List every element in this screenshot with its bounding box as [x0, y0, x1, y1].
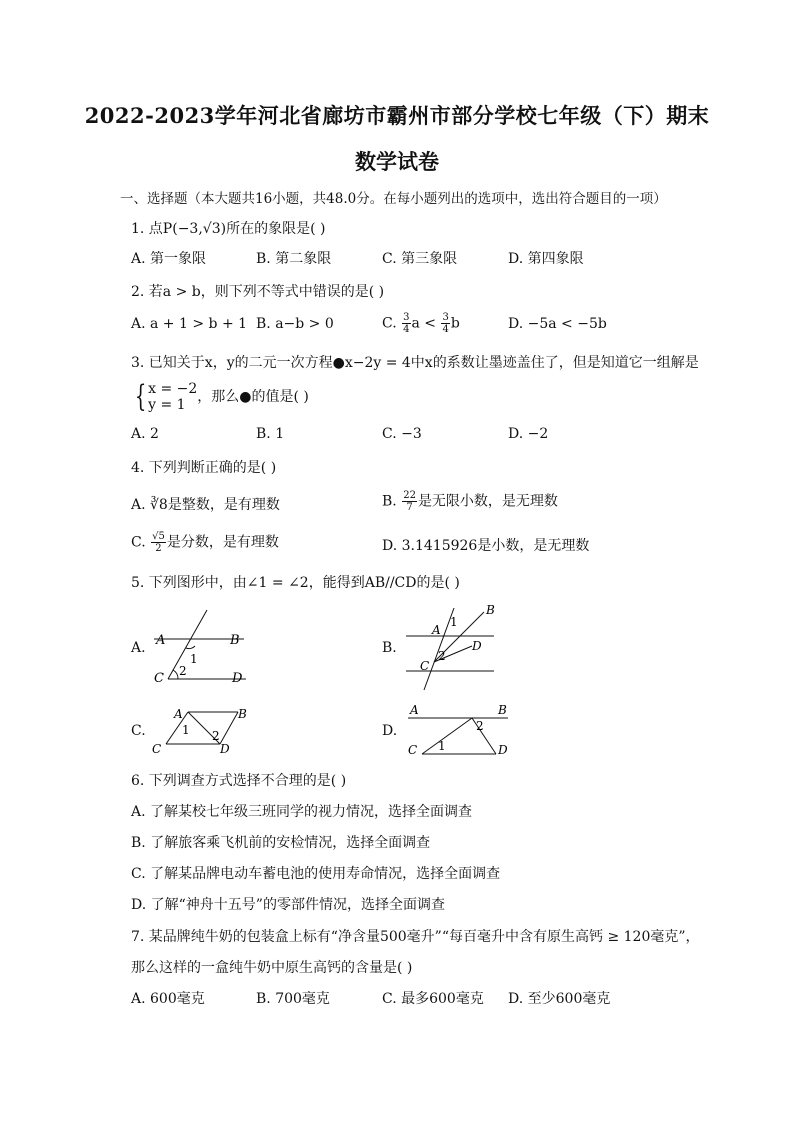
svg-text:1: 1 [438, 739, 446, 753]
q1-stem: 1. 点P(−3,√3)所在的象限是( ) [131, 221, 326, 237]
q7-stem-line2: 那么这样的一盒纯牛奶中原生高钙的含量是( ) [131, 960, 413, 976]
section-heading: 一、选择题（本大题共16小题，共48.0分。在每小题列出的选项中，选出符合题目的一项） [120, 191, 667, 207]
equation-system: x = −2 y = 1 [148, 381, 198, 413]
svg-text:D: D [232, 671, 243, 686]
q1-option-a: A. 第一象限 [131, 251, 207, 267]
q4-option-c: C. $\frac{√5}{2}$ 是分数，是有理数 [131, 531, 279, 554]
q4-stem: 4. 下列判断正确的是( ) [131, 460, 277, 476]
q1-option-c: C. 第三象限 [382, 251, 458, 267]
q3-stem-line2: { x = −2 y = 1 ，那么●的值是( ) [134, 379, 309, 414]
q7-option-c: C. 最多600毫克 [382, 991, 484, 1007]
q1-option-d: D. 第四象限 [508, 251, 584, 267]
q2-option-d: D. −5a < −5b [508, 316, 607, 332]
fraction: $\frac{22}{7}$ [403, 490, 416, 513]
fraction: $\frac{3}{4}$ [403, 312, 410, 335]
svg-text:2: 2 [438, 649, 446, 663]
fraction: $\frac{3}{4}$ [442, 312, 449, 335]
q6-option-a: A. 了解某校七年级三班同学的视力情况，选择全面调查 [131, 804, 473, 820]
q6-option-c: C. 了解某品牌电动车蓄电池的使用寿命情况，选择全面调查 [131, 866, 501, 882]
svg-text:A: A [410, 703, 419, 717]
svg-text:C: C [154, 671, 164, 686]
q2-option-b: B. a−b > 0 [256, 316, 334, 332]
svg-text:A: A [432, 623, 441, 637]
svg-text:2: 2 [476, 719, 484, 733]
q3-option-c: C. −3 [382, 426, 422, 442]
q3-stem-line1: 3. 已知关于x，y的二元一次方程●x−2y = 4中x的系数让墨迹盖住了，但是知道它一组解是 [131, 355, 699, 371]
exam-subtitle: 数学试卷 [355, 149, 439, 174]
svg-text:2: 2 [212, 729, 220, 743]
q7-option-b: B. 700毫克 [256, 991, 330, 1007]
svg-text:C: C [408, 743, 418, 757]
svg-text:1: 1 [190, 652, 198, 666]
q6-stem: 6. 下列调查方式选择不合理的是( ) [131, 773, 347, 789]
q7-stem-line1: 7. 某品牌纯牛奶的包装盒上标有“净含量500毫升”“每百毫升中含有原生高钙 ≥ 120毫克”， [131, 929, 700, 945]
q5-figure-b [402, 600, 502, 692]
q4-option-a: A. ∛8是整数，是有理数 [131, 497, 280, 513]
exam-title: 2022-2023学年河北省廊坊市霸州市部分学校七年级（下）期末 [84, 103, 710, 128]
svg-text:B: B [486, 603, 495, 617]
q5-figure-a [150, 608, 260, 688]
q4-option-b: B. $\frac{22}{7}$ 是无限小数，是无理数 [382, 490, 558, 513]
svg-text:A: A [174, 707, 183, 721]
q2-option-c: C. $\frac{3}{4}$ a < $\frac{3}{4}$ b [382, 312, 460, 335]
svg-text:A: A [156, 633, 166, 648]
svg-text:2: 2 [179, 664, 187, 678]
q6-option-b: B. 了解旅客乘飞机前的安检情况，选择全面调查 [131, 835, 431, 851]
q5-option-a: A. [131, 640, 146, 656]
q7-option-d: D. 至少600毫克 [508, 991, 611, 1007]
svg-text:B: B [498, 703, 507, 717]
q7-option-a: A. 600毫克 [131, 991, 205, 1007]
fraction: $\frac{√5}{2}$ [152, 531, 165, 554]
q5-figure-d [404, 700, 514, 758]
q1-option-b: B. 第二象限 [256, 251, 332, 267]
svg-text:1: 1 [182, 723, 190, 737]
q5-option-c: C. [131, 723, 146, 739]
q3-option-a: A. 2 [131, 426, 159, 442]
svg-text:D: D [220, 742, 230, 756]
q2-option-a: A. a + 1 > b + 1 [131, 316, 248, 332]
svg-text:D: D [472, 639, 482, 653]
q6-option-d: D. 了解“神舟十五号”的零部件情况，选择全面调查 [131, 897, 445, 913]
svg-text:C: C [420, 659, 430, 673]
svg-text:B: B [230, 633, 240, 648]
q3-option-d: D. −2 [508, 426, 549, 442]
q5-stem: 5. 下列图形中，由∠1 = ∠2，能得到AB//CD的是( ) [131, 575, 460, 591]
q5-option-b: B. [382, 640, 397, 656]
svg-text:B: B [238, 707, 247, 721]
svg-text:1: 1 [450, 615, 458, 629]
q4-option-d: D. 3.1415926是小数，是无理数 [382, 538, 590, 554]
q3-option-b: B. 1 [256, 426, 285, 442]
svg-text:D: D [498, 743, 508, 757]
q5-figure-c [150, 704, 260, 758]
q5-option-d: D. [382, 723, 398, 739]
q2-stem: 2. 若a > b，则下列不等式中错误的是( ) [131, 284, 385, 300]
svg-text:C: C [152, 742, 162, 756]
